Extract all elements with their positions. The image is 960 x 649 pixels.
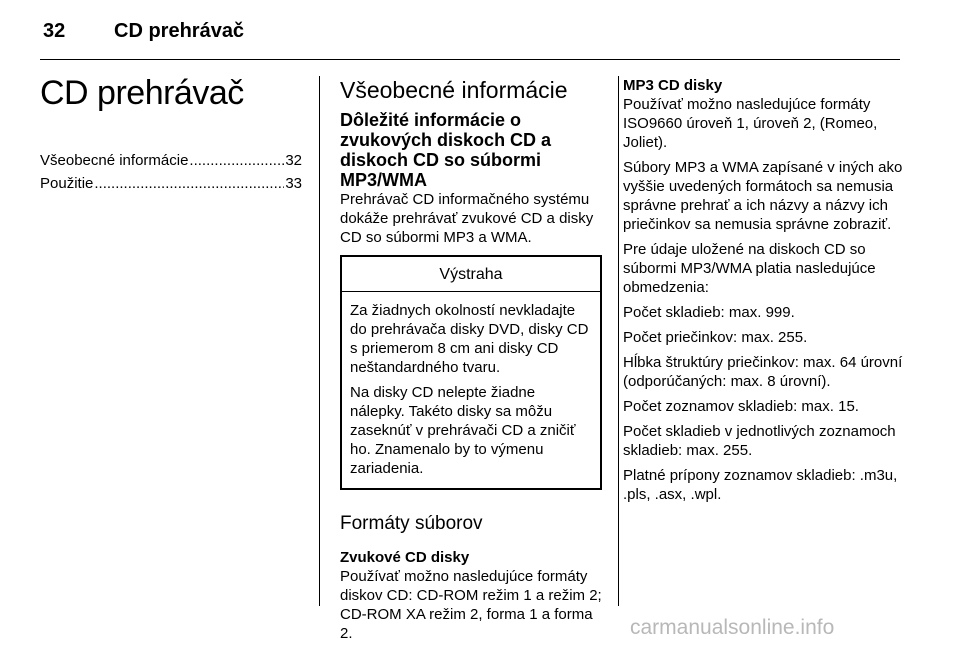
table-of-contents	[40, 149, 302, 195]
mp3-paragraph: Pre údaje uložené na diskoch CD so súbormi MP3/WMA platia nasledujúce obmedzenia:	[623, 241, 876, 296]
mp3-paragraph: Súbory MP3 a WMA zapísané v iných ako vyššie uvedených formátoch sa nemusia správne prehrať a ich názvy a názvy ich priečinkov sa nemusia správne zobraziť.	[623, 159, 903, 233]
mp3-cd-heading: MP3 CD disky	[623, 77, 723, 94]
warning-box	[340, 255, 602, 490]
toc-leader-dots	[94, 172, 284, 195]
page-number: 32	[43, 20, 66, 42]
mp3-paragraph: Používať možno nasledujúce formáty ISO9660 úroveň 1, úroveň 2, (Romeo, Joliet).	[623, 96, 878, 151]
column-divider-right	[618, 76, 619, 606]
mp3-limit-playlists: Počet zoznamov skladieb: max. 15.	[623, 398, 859, 415]
chapter-title: CD prehrávač	[40, 74, 244, 112]
warning-title: Výstraha	[342, 257, 600, 292]
subsection-heading-important: Dôležité informácie o zvukových diskoch CD a diskoch CD so súbormi MP3/WMA	[340, 110, 552, 190]
section-heading-general: Všeobecné informácie	[340, 77, 568, 103]
section-heading-formats: Formáty súborov	[340, 513, 483, 534]
intro-paragraph: Prehrávač CD informačného systému dokáže prehrávať zvukové CD a disky CD so súbormi MP3 a WMA.	[340, 191, 594, 246]
middle-column	[340, 76, 608, 649]
warning-paragraph: Na disky CD nelepte žiadne nálepky. Takéto disky sa môžu zaseknúť v prehrávači CD a zničiť ho. Znamenalo by to výmenu zariadenia.	[350, 384, 576, 477]
column-divider-left	[319, 76, 320, 606]
header-rule	[40, 59, 900, 60]
audio-cd-paragraph: Používať možno nasledujúce formáty diskov CD: CD-ROM režim 1 a režim 2; CD-ROM XA režim 2, forma 1 a forma 2.	[340, 568, 602, 642]
toc-entry-label: Použitie	[40, 175, 94, 192]
mp3-limit-tracks: Počet skladieb: max. 999.	[623, 304, 795, 321]
mp3-limit-playlist-tracks: Počet skladieb v jednotlivých zoznamoch skladieb: max. 255.	[623, 423, 896, 459]
toc-entry-usage[interactable]	[40, 172, 302, 195]
toc-entry-general[interactable]	[40, 149, 302, 172]
mp3-limit-depth: Hĺbka štruktúry priečinkov: max. 64 úrovní (odporúčaných: max. 8 úrovní).	[623, 354, 903, 390]
toc-entry-page: 32	[285, 152, 302, 169]
toc-entry-label: Všeobecné informácie	[40, 152, 189, 169]
warning-body	[342, 292, 600, 488]
audio-cd-heading: Zvukové CD disky	[340, 549, 470, 566]
toc-entry-page: 33	[285, 175, 302, 192]
watermark: carmanualsonline.info	[630, 616, 835, 639]
right-column	[623, 76, 908, 510]
mp3-limit-folders: Počet priečinkov: max. 255.	[623, 329, 808, 346]
warning-paragraph: Za žiadnych okolností nevkladajte do prehrávača disky DVD, disky CD s priemerom 8 cm ani disky CD neštandardného tvaru.	[350, 302, 589, 376]
running-header-title: CD prehrávač	[114, 20, 245, 42]
toc-leader-dots	[189, 149, 284, 172]
mp3-playlist-extensions: Platné prípony zoznamov skladieb: .m3u, .pls, .asx, .wpl.	[623, 467, 898, 503]
